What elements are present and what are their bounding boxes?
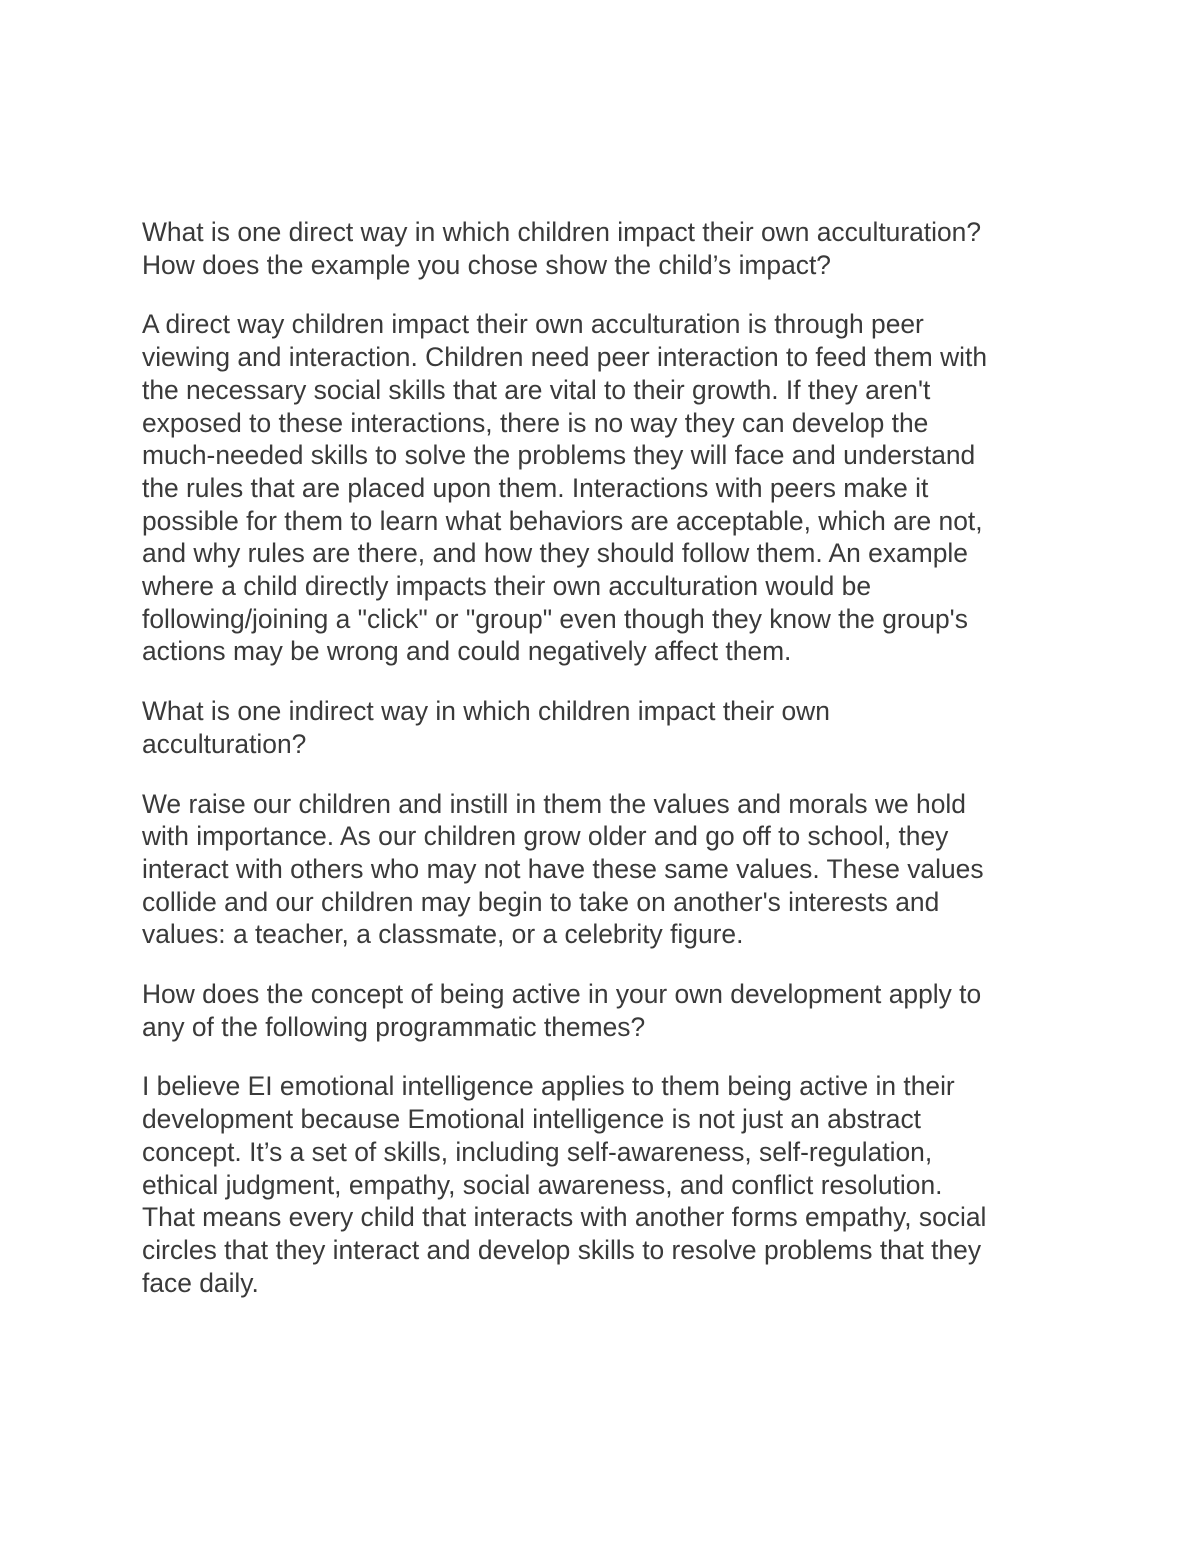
text-line: How does the concept of being active in your own development apply to bbox=[142, 979, 982, 1010]
text-line: with importance. As our children grow older and go off to school, they bbox=[142, 821, 949, 852]
text-line: and why rules are there, and how they should follow them. An example bbox=[142, 538, 968, 569]
text-line: interact with others who may not have these same values. These values bbox=[142, 853, 984, 884]
text-line: collide and our children may begin to take on another's interests and bbox=[142, 886, 940, 917]
answer-paragraph bbox=[142, 788, 1062, 952]
text-line: What is one direct way in which children impact their own acculturation? bbox=[142, 217, 982, 247]
text-line: What is one indirect way in which children impact their own bbox=[142, 696, 830, 727]
text-line: development because Emotional intelligence is not just an abstract bbox=[142, 1104, 921, 1135]
text-line: where a child directly impacts their own acculturation would be bbox=[142, 571, 872, 602]
text-line: possible for them to learn what behaviors are acceptable, which are not, bbox=[142, 505, 983, 536]
document-body bbox=[142, 216, 1062, 1326]
text-line: A direct way children impact their own acculturation is through peer bbox=[142, 309, 924, 340]
text-line: the rules that are placed upon them. Interactions with peers make it bbox=[142, 472, 929, 503]
text-line: the necessary social skills that are vital to their growth. If they aren't bbox=[142, 374, 931, 405]
text-line: concept. It’s a set of skills, including self-awareness, self-regulation, bbox=[142, 1136, 933, 1167]
text-line: How does the example you chose show the child’s impact? bbox=[142, 249, 831, 280]
text-line: We raise our children and instill in them the values and morals we hold bbox=[142, 788, 966, 819]
text-line: values: a teacher, a classmate, or a celebrity figure. bbox=[142, 919, 744, 950]
text-line: any of the following programmatic themes? bbox=[142, 1011, 646, 1042]
text-line: following/joining a "click" or "group" even though they know the group's bbox=[142, 603, 968, 634]
text-line: exposed to these interactions, there is no way they can develop the bbox=[142, 407, 929, 438]
text-line: That means every child that interacts with another forms empathy, social bbox=[142, 1202, 987, 1233]
answer-paragraph bbox=[142, 308, 1062, 668]
text-line: ethical judgment, empathy, social awareness, and conflict resolution. bbox=[142, 1169, 943, 1200]
answer-paragraph bbox=[142, 1070, 1062, 1299]
text-line: I believe EI emotional intelligence applies to them being active in their bbox=[142, 1071, 955, 1102]
text-line: viewing and interaction. Children need peer interaction to feed them with bbox=[142, 342, 988, 373]
question-paragraph bbox=[142, 695, 1062, 760]
text-line: much-needed skills to solve the problems they will face and understand bbox=[142, 440, 976, 471]
text-line: circles that they interact and develop skills to resolve problems that they bbox=[142, 1234, 982, 1265]
question-paragraph bbox=[142, 978, 1062, 1043]
text-line: actions may be wrong and could negatively affect them. bbox=[142, 636, 792, 667]
text-line: face daily. bbox=[142, 1267, 259, 1298]
question-paragraph bbox=[142, 216, 1062, 281]
text-line: acculturation? bbox=[142, 728, 307, 759]
